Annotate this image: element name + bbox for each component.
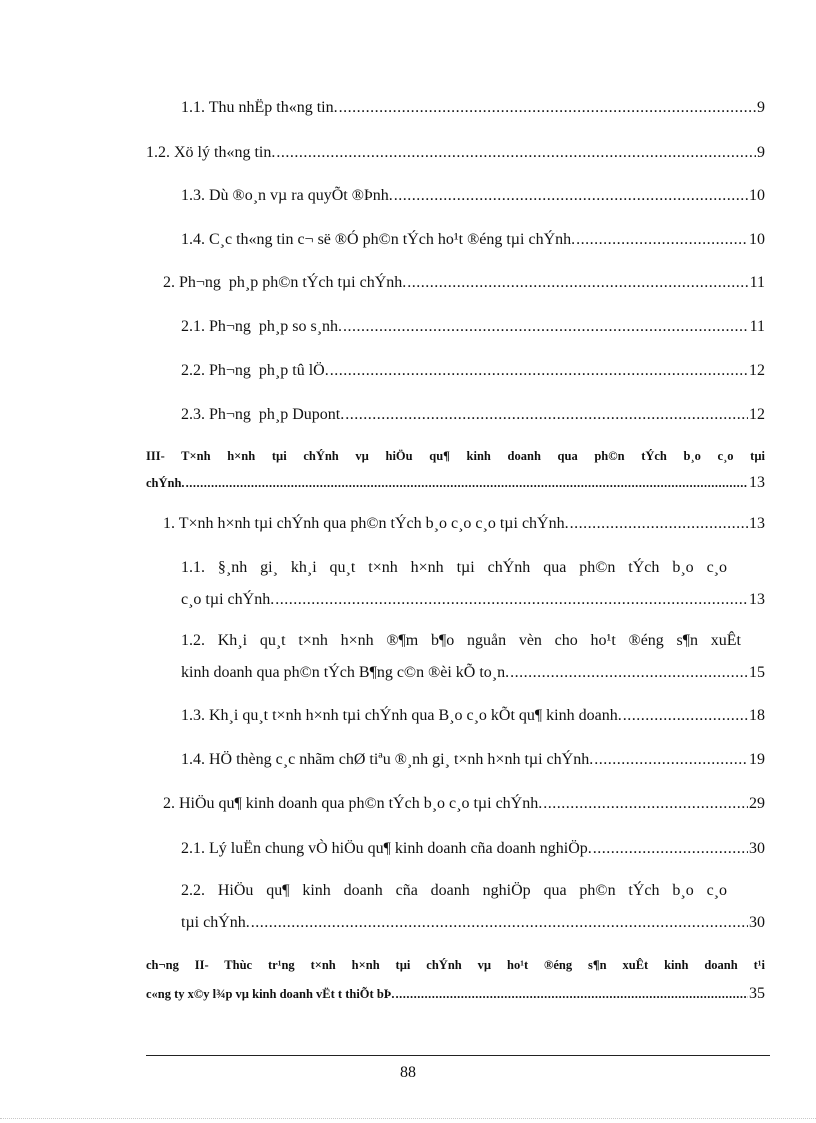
toc-entry	[181, 749, 765, 771]
toc-text: 1.3. Kh¸i qu¸t t×nh h×nh tµi chÝnh qua B¸o c¸o kÕt qu¶ kinh doanh.	[181, 707, 622, 724]
toc-text: tµi chÝnh.	[181, 914, 250, 931]
toc-line	[181, 589, 765, 611]
toc-page: 10	[749, 187, 765, 204]
footer-rule	[146, 1055, 770, 1056]
toc-page: 11	[749, 318, 765, 335]
toc-leader	[186, 473, 748, 493]
toc-text: chÝnh.	[146, 476, 185, 490]
toc-line	[181, 662, 765, 684]
toc-text: 2.1. Lý luËn chung vÒ hiÖu qu¶ kinh doanh cña doanh nghiÖp.	[181, 840, 592, 857]
toc-page: 11	[749, 274, 765, 291]
toc-text: 2.3. Ph¬ng ph¸p Dupont.	[181, 406, 345, 423]
toc-line	[146, 955, 765, 975]
toc-line	[181, 705, 765, 727]
toc-page: 30	[749, 914, 765, 931]
toc-page: 12	[749, 406, 765, 423]
toc-line	[181, 97, 765, 119]
page-number: 88	[400, 1064, 416, 1081]
toc-line	[181, 185, 765, 207]
toc-page: 13	[749, 515, 765, 532]
toc-leader	[251, 912, 748, 934]
toc-page: 19	[749, 751, 765, 768]
toc-text: 1.4. C¸c th«ng tin c¬ së ®Ó ph©n tÝch ho¹t ®éng tµi chÝnh.	[181, 231, 576, 248]
toc-page: 13	[749, 474, 765, 491]
page-bottom-border	[0, 1118, 816, 1119]
toc-entry	[181, 557, 765, 611]
toc-text: 2. Ph¬ng ph¸p ph©n tÝch tµi chÝnh.	[163, 274, 407, 291]
toc-line	[146, 473, 765, 493]
toc-leader	[275, 589, 748, 611]
toc-entry	[181, 97, 765, 119]
toc-line	[146, 984, 765, 1004]
toc-leader	[343, 316, 749, 338]
toc-leader	[593, 838, 748, 860]
toc-entry	[163, 272, 765, 294]
toc-leader	[594, 749, 748, 771]
toc-leader	[396, 984, 748, 1004]
toc-entry	[181, 880, 765, 934]
toc-leader	[543, 793, 748, 815]
toc-leader	[330, 360, 748, 382]
toc-leader	[623, 705, 748, 727]
toc-leader	[570, 513, 748, 535]
toc-entry	[163, 793, 765, 815]
toc-line	[181, 229, 765, 251]
toc-leader	[394, 185, 748, 207]
toc-entry	[146, 955, 765, 1004]
toc-line	[163, 513, 765, 535]
toc-entry	[181, 229, 765, 251]
toc-text: 1. T×nh h×nh tµi chÝnh qua ph©n tÝch b¸o c¸o c¸o tµi chÝnh.	[163, 515, 569, 532]
toc-text: III- T×nh h×nh tµi chÝnh vµ hiÖu qu¶ kinh doanh qua ph©n tÝch b¸o c¸o tµi	[146, 449, 765, 463]
toc-text: kinh doanh qua ph©n tÝch B¶ng c©n ®èi kÕ to¸n.	[181, 664, 510, 681]
toc-text: 1.3. Dù ®o¸n vµ ra quyÕt ®Þnh.	[181, 187, 393, 204]
toc-line	[181, 912, 765, 934]
toc-entry	[181, 404, 765, 426]
toc-text: 2.2. HiÖu qu¶ kinh doanh cña doanh nghiÖp qua ph©n tÝch b¸o c¸o	[181, 882, 727, 899]
toc-text: c«ng ty x©y l¾p vµ kinh doanh vËt t thiÕt bÞ.	[146, 987, 395, 1001]
toc-entry	[146, 446, 765, 493]
toc-text: 2.2. Ph¬ng ph¸p tû lÖ.	[181, 362, 329, 379]
toc-entry	[146, 142, 765, 164]
toc-line	[163, 793, 765, 815]
toc-text: 2. HiÖu qu¶ kinh doanh qua ph©n tÝch b¸o c¸o tµi chÝnh.	[163, 795, 543, 812]
toc-page: 30	[749, 840, 765, 857]
toc-page: 12	[749, 362, 765, 379]
toc-line	[181, 838, 765, 860]
toc-line	[181, 749, 765, 771]
toc-leader	[276, 142, 756, 164]
toc-text: c¸o tµi chÝnh.	[181, 591, 275, 608]
toc-line	[181, 360, 765, 382]
toc-text: 1.1. Thu nhËp th«ng tin.	[181, 99, 338, 116]
toc-line	[181, 404, 765, 426]
toc-line	[163, 272, 765, 294]
toc-line	[146, 142, 765, 164]
toc-entry	[181, 360, 765, 382]
toc-text: 1.4. HÖ thèng c¸c nhãm chØ tiªu ®¸nh gi¸ t×nh h×nh tµi chÝnh.	[181, 751, 594, 768]
toc-page: 18	[749, 707, 765, 724]
toc-page: 13	[749, 591, 765, 608]
toc-page: 29	[749, 795, 765, 812]
toc-line	[181, 557, 727, 579]
toc-leader	[339, 97, 756, 119]
toc-text: 1.2. Kh¸i qu¸t t×nh h×nh ®¶m b¶o nguån vèn cho ho¹t ®éng s¶n xuÊt	[181, 632, 741, 649]
toc-entry	[181, 838, 765, 860]
toc-leader	[407, 272, 748, 294]
toc-page: 35	[749, 985, 765, 1002]
toc-text: 1.2. Xö lý th«ng tin.	[146, 144, 276, 161]
toc-line	[181, 630, 741, 652]
toc-entry	[163, 513, 765, 535]
toc-page: 9	[757, 99, 765, 116]
toc-page: 10	[749, 231, 765, 248]
toc-entry	[181, 316, 765, 338]
toc-leader	[576, 229, 748, 251]
toc-entry	[181, 705, 765, 727]
toc-page: 9	[757, 144, 765, 161]
toc-line	[181, 880, 727, 902]
toc-line	[181, 316, 765, 338]
toc-leader	[345, 404, 748, 426]
toc-text: ch¬ng II- Thùc tr¹ng t×nh h×nh tµi chÝnh vµ ho¹t ®éng s¶n xuÊt kinh doanh t¹i	[146, 958, 765, 972]
toc-text: 1.1. §¸nh gi¸ kh¸i qu¸t t×nh h×nh tµi chÝnh qua ph©n tÝch b¸o c¸o	[181, 559, 727, 576]
toc-leader	[510, 662, 748, 684]
toc-page: 15	[749, 664, 765, 681]
toc-line	[146, 446, 765, 466]
toc-entry	[181, 185, 765, 207]
toc-text: 2.1. Ph¬ng ph¸p so s¸nh.	[181, 318, 343, 335]
toc-entry	[181, 630, 765, 684]
